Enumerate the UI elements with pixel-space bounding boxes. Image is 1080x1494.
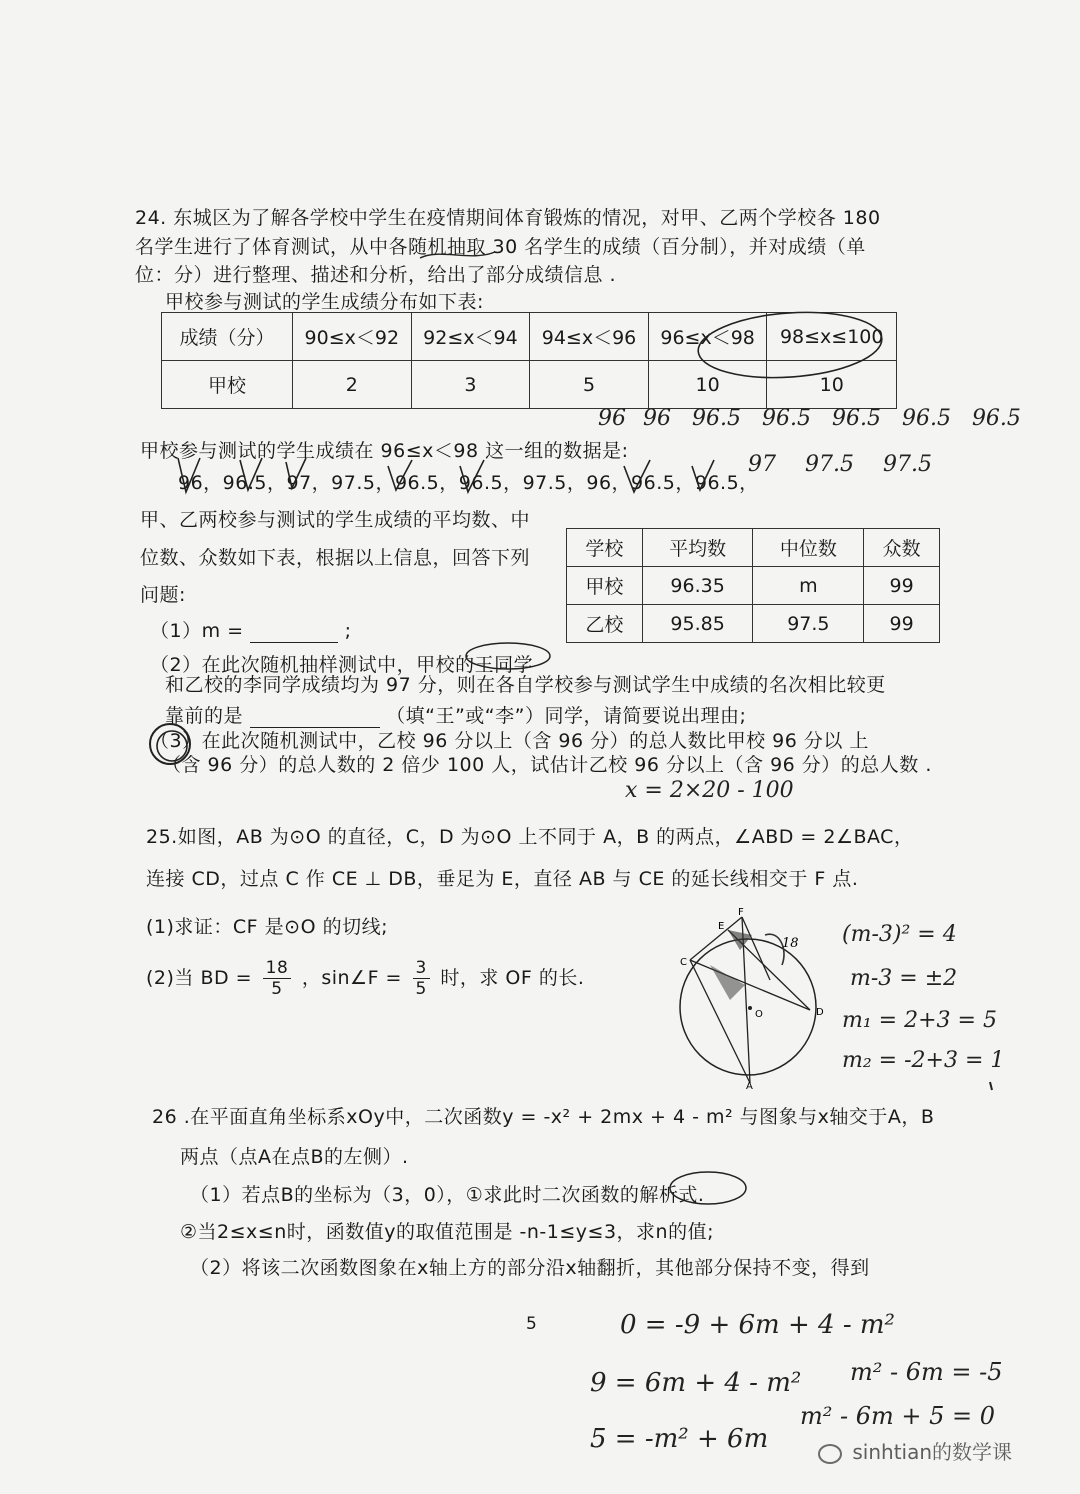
stats-header: 中位数: [753, 529, 864, 567]
frac1-numerator: 18: [263, 958, 292, 979]
hw-row2: [748, 452, 932, 477]
wechat-icon: [818, 1444, 842, 1464]
q25-line2: 连接 CD，过点 C 作 CE ⊥ DB，垂足为 E，直径 AB 与 CE 的延长线相交于 F 点.: [146, 868, 859, 890]
q24-intro-line1: 24. 东城区为了解各学校中学生在疫情期间体育锻炼的情况，对甲、乙两个学校各 180: [135, 207, 881, 229]
hw-val: 96: [598, 406, 626, 431]
hw-val: 96.5: [831, 406, 881, 431]
dist-header: 92≤x＜94: [411, 313, 530, 361]
stats-cell: 99: [864, 605, 940, 643]
dist-cell: 10: [648, 361, 767, 409]
label-f: F: [738, 907, 744, 918]
q24-part2-line2: 和乙校的李同学成绩均为 97 分，则在各自学校参与测试学生中成绩的名次相比较更: [165, 674, 886, 696]
q24-part3-line2: （含 96 分）的总人数的 2 倍少 100 人，试估计乙校 96 分以上（含 96 分）的总人数 .: [162, 754, 932, 776]
q24-part1-suffix: ;: [344, 620, 352, 642]
hw-eq: m² - 6m = -5: [850, 1358, 1003, 1386]
q25-part2: [146, 958, 584, 999]
hw-val: 96.5: [901, 406, 951, 431]
q26-line2: 两点（点A在点B的左侧）.: [180, 1146, 409, 1168]
label-c: C: [680, 957, 687, 968]
hw-val: 96.5: [971, 406, 1021, 431]
dist-header: 96≤x＜98: [648, 313, 767, 361]
dist-header: 成绩（分）: [162, 313, 293, 361]
frac2-denominator: 5: [415, 979, 427, 999]
fig-note: 18: [782, 936, 799, 951]
frac1-denominator: 5: [271, 979, 283, 999]
q24-intro-line2: 名学生进行了体育测试，从中各随机抽取 30 名学生的成绩（百分制），并对成绩（单: [135, 236, 866, 258]
stats-header: 学校: [567, 529, 643, 567]
watermark-text: sinhtian的数学课: [852, 1440, 1013, 1464]
q26-part1: （1）若点B的坐标为（3，0），①求此时二次函数的解析式.: [190, 1184, 705, 1206]
stats-cell: 97.5: [753, 605, 864, 643]
q24-group-caption: 甲校参与测试的学生成绩在 96≤x＜98 这一组的数据是:: [140, 440, 629, 462]
label-a: A: [746, 1081, 753, 1090]
q24-part2-prefix: 靠前的是: [165, 705, 244, 727]
dist-header: 94≤x＜96: [530, 313, 649, 361]
q24-part1-prefix: （1）m =: [150, 620, 244, 642]
q26-line1: 26 .在平面直角坐标系xOy中，二次函数y = -x² + 2mx + 4 - m² 与图象与x轴交于A，B: [152, 1106, 935, 1128]
q26-part2: （2）将该二次函数图象在x轴上方的部分沿x轴翻折，其他部分保持不变，得到: [190, 1257, 870, 1279]
q24-part2-line3: [165, 701, 746, 728]
fraction-sin: [413, 958, 430, 999]
q24-stats-line3: 问题:: [140, 584, 186, 606]
hw-eq: m-3 = ±2: [850, 966, 958, 991]
q24-part1: [150, 616, 352, 643]
q24-intro-line3: 位：分）进行整理、描述和分析，给出了部分成绩信息 .: [135, 264, 617, 286]
stats-cell: m: [753, 567, 864, 605]
stats-cell: 95.85: [642, 605, 753, 643]
hw-eq: 5 = -m² + 6m: [590, 1424, 769, 1454]
hw-row1: [598, 406, 1021, 431]
q26-part1b: ②当2≤x≤n时，函数值y的取值范围是 -n-1≤y≤3，求n的值;: [180, 1221, 714, 1243]
dist-row-label: 甲校: [162, 361, 293, 409]
hw-val: 96.5: [761, 406, 811, 431]
stats-cell: 96.35: [642, 567, 753, 605]
hw-val: 97.5: [882, 452, 932, 477]
q24-stats-line1: 甲、乙两校参与测试的学生成绩的平均数、中: [140, 509, 531, 531]
q24-group-data: 96，96.5，97，97.5，96.5，96.5，97.5，96，96.5，96.5，: [178, 472, 759, 494]
hw-eq: 0 = -9 + 6m + 4 - m²: [620, 1310, 895, 1340]
distribution-table: [161, 312, 897, 409]
stats-header: 平均数: [642, 529, 753, 567]
dist-cell: 10: [767, 361, 897, 409]
answer-blank-m[interactable]: [250, 622, 338, 643]
dist-cell: 2: [293, 361, 412, 409]
q24-part3-line1: （3）在此次随机测试中，乙校 96 分以上（含 96 分）的总人数比甲校 96 分以 上: [150, 730, 869, 752]
q25-part2-mid: ，sin∠F =: [301, 967, 402, 989]
label-o: O: [755, 1009, 763, 1020]
q25-line1: 25.如图，AB 为⊙O 的直径，C，D 为⊙O 上不同于 A，B 的两点，∠ABD = 2∠BAC，: [146, 826, 914, 848]
dist-cell: 5: [530, 361, 649, 409]
q25-part1: (1)求证：CF 是⊙O 的切线;: [146, 916, 388, 938]
stats-cell: 99: [864, 567, 940, 605]
hw-val: 97.5: [805, 452, 854, 477]
hw-val: 96: [643, 406, 671, 431]
q24-part2-line1: （2）在此次随机抽样测试中，甲校的王同学: [150, 654, 534, 676]
hw-val: 97: [748, 452, 776, 477]
stats-table: [566, 528, 940, 643]
fraction-bd: [263, 958, 292, 999]
q24-dist-caption: 甲校参与测试的学生成绩分布如下表:: [165, 291, 484, 313]
q24-part2-suffix: （填“王”或“李”）同学，请简要说出理由;: [386, 705, 747, 727]
frac2-numerator: 3: [413, 958, 430, 979]
label-d: D: [816, 1007, 824, 1018]
stats-cell: 乙校: [567, 605, 643, 643]
watermark: [818, 1436, 1012, 1465]
stats-cell: 甲校: [567, 567, 643, 605]
label-e: E: [718, 921, 725, 932]
stats-header: 众数: [864, 529, 940, 567]
page-number: 5: [526, 1314, 537, 1334]
circle-figure: [670, 905, 840, 1090]
hw-eq: m² - 6m + 5 = 0: [800, 1402, 996, 1430]
hw-eq: 9 = 6m + 4 - m²: [590, 1368, 802, 1398]
hw-val: 96.5: [692, 406, 741, 431]
dist-cell: 3: [411, 361, 530, 409]
q25-part2-suffix: 时，求 OF 的长.: [440, 967, 585, 989]
hw-eq: m₁ = 2+3 = 5: [842, 1008, 997, 1033]
answer-blank-name[interactable]: [250, 707, 380, 728]
q24-stats-line2: 位数、众数如下表，根据以上信息，回答下列: [140, 547, 531, 569]
dist-header: 98≤x≤100: [767, 313, 897, 361]
hw-eq: (m-3)² = 4: [842, 922, 957, 947]
q25-part2-prefix: (2)当 BD =: [146, 967, 253, 989]
hw-eq: m₂ = -2+3 = 1: [842, 1048, 1005, 1073]
dist-header: 90≤x＜92: [293, 313, 412, 361]
hw-q24-formula: x = 2×20 - 100: [625, 778, 794, 803]
